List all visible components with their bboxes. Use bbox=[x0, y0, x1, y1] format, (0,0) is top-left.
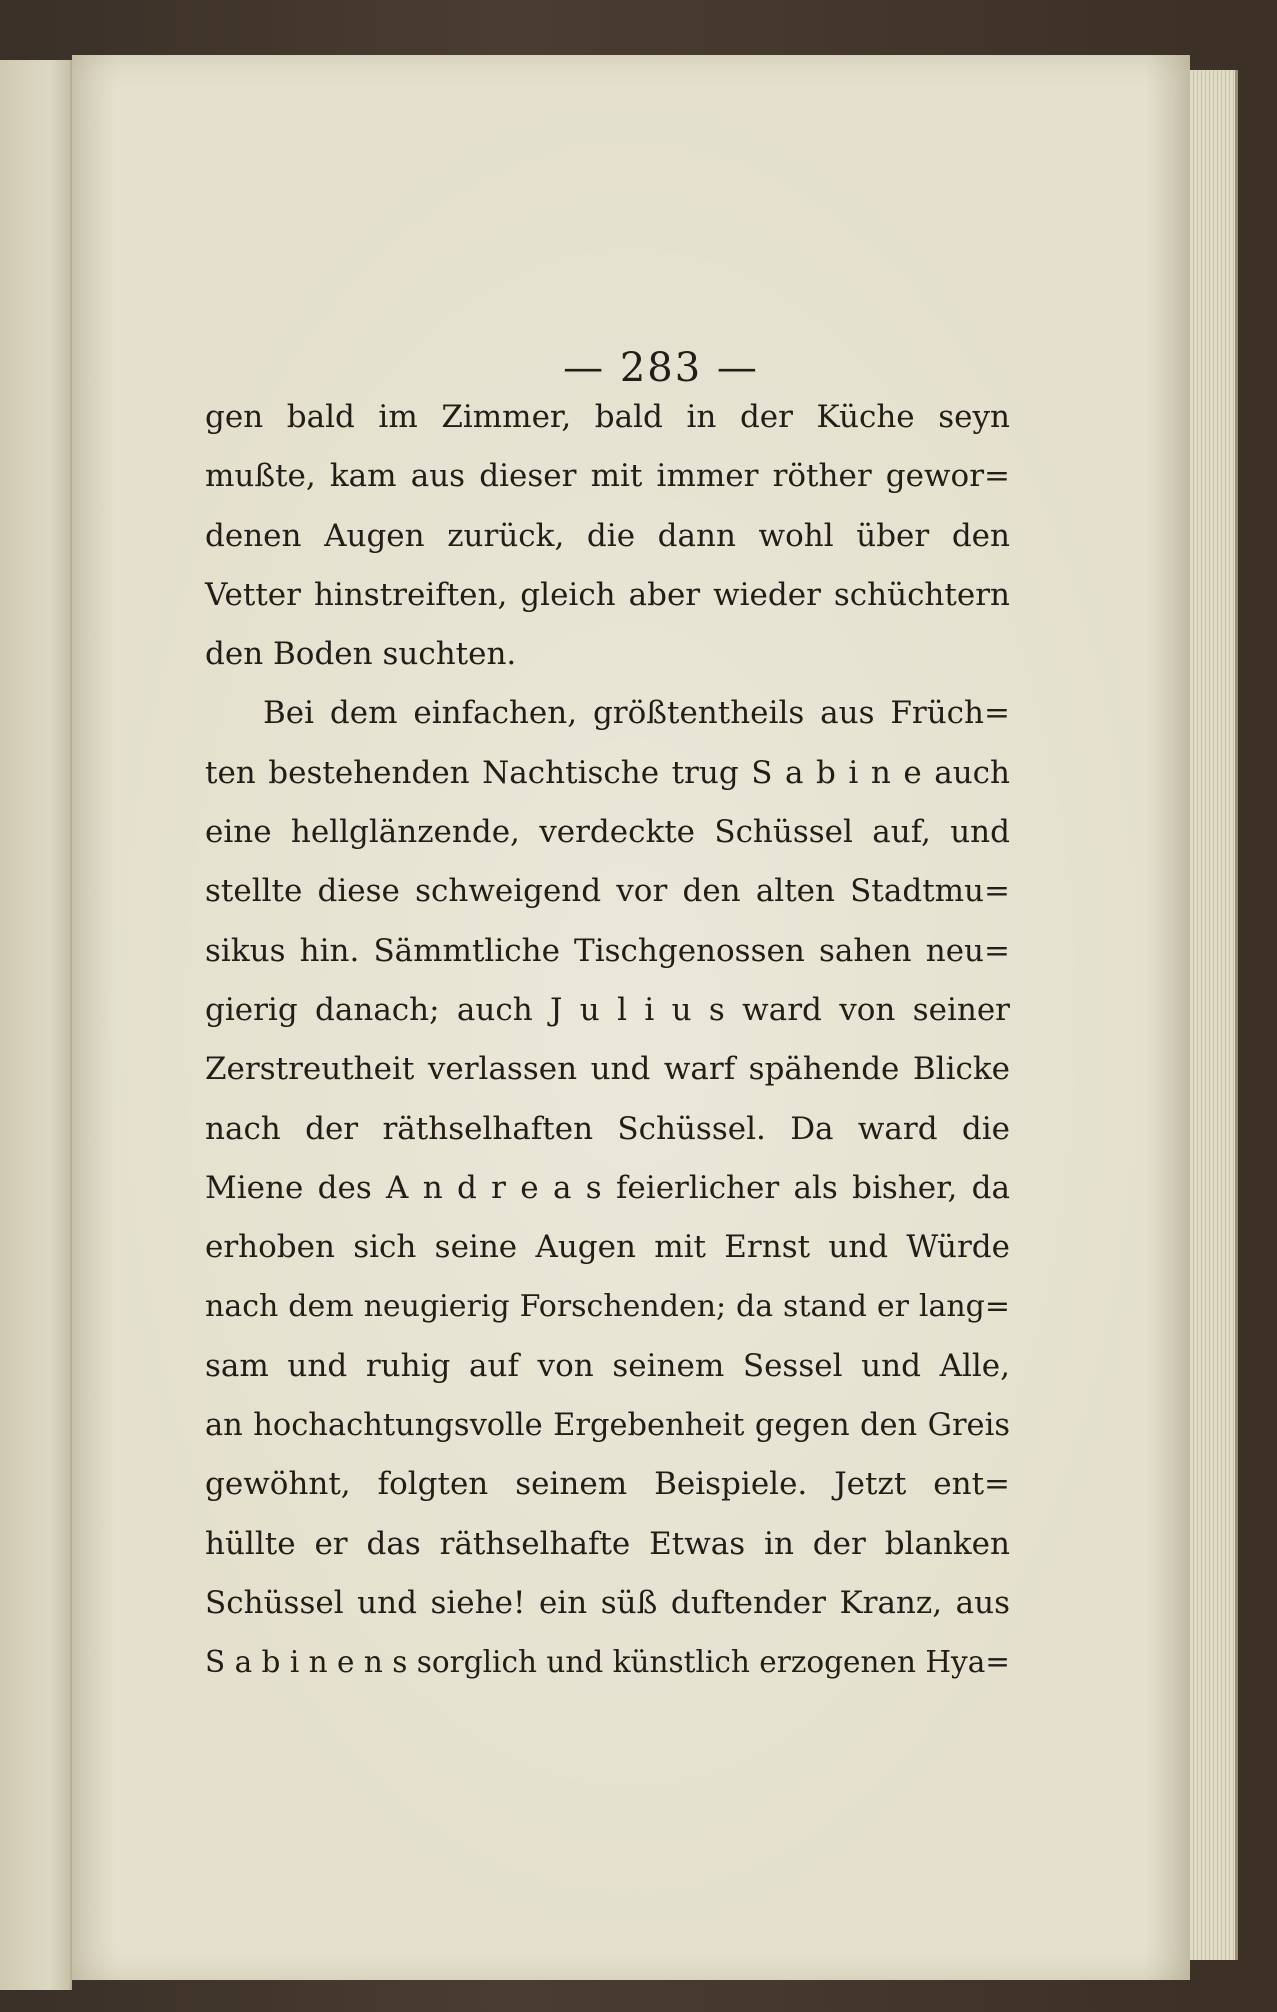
text-line: Bei dem einfachen, größtentheils aus Früch= bbox=[263, 695, 1010, 732]
text-line: hüllte er das räthselhafte Etwas in der blanken bbox=[205, 1525, 1010, 1562]
text-line: Miene des A n d r e a s feierlicher als bisher, da bbox=[205, 1169, 1010, 1206]
text-line: Schüssel und siehe! ein süß duftender Kranz, aus bbox=[205, 1584, 1010, 1621]
text-line: sam und ruhig auf von seinem Sessel und Alle, bbox=[205, 1347, 1010, 1384]
text-line: erhoben sich seine Augen mit Ernst und Würde bbox=[205, 1229, 1010, 1266]
facing-page-edge bbox=[0, 60, 72, 1990]
text-line: nach der räthselhaften Schüssel. Da ward die bbox=[205, 1110, 1010, 1147]
text-line: mußte, kam aus dieser mit immer röther gewor= bbox=[205, 458, 1010, 495]
text-line: gewöhnt, folgten seinem Beispiele. Jetzt ent= bbox=[205, 1466, 1010, 1503]
text-line: nach dem neugierig Forschenden; da stand er lang= bbox=[205, 1289, 1010, 1325]
text-line: eine hellglänzende, verdeckte Schüssel auf, und bbox=[205, 814, 1010, 851]
text-line: sikus hin. Sämmtliche Tischgenossen sahen neu= bbox=[205, 932, 1010, 969]
text-line: gierig danach; auch J u l i u s ward von seiner bbox=[205, 991, 1010, 1028]
text-line: Zerstreutheit verlassen und warf spähende Blicke bbox=[205, 1051, 1010, 1088]
text-line: Vetter hinstreiften, gleich aber wieder schüchtern bbox=[205, 576, 1010, 613]
text-line: den Boden suchten. bbox=[205, 636, 517, 673]
text-line: an hochachtungsvolle Ergebenheit gegen den Greis bbox=[205, 1408, 1010, 1444]
text-line: gen bald im Zimmer, bald in der Küche seyn bbox=[205, 399, 1010, 435]
body-text bbox=[205, 388, 1010, 1693]
page-number: — 283 — bbox=[563, 345, 759, 391]
text-line: S a b i n e n s sorglich und künstlich erzogenen Hya= bbox=[205, 1645, 1011, 1680]
text-line: denen Augen zurück, die dann wohl über den bbox=[205, 517, 1010, 554]
text-line: ten bestehenden Nachtische trug S a b i n e auch bbox=[205, 754, 1010, 791]
text-line: stellte diese schweigend vor den alten Stadtmu= bbox=[205, 873, 1010, 910]
